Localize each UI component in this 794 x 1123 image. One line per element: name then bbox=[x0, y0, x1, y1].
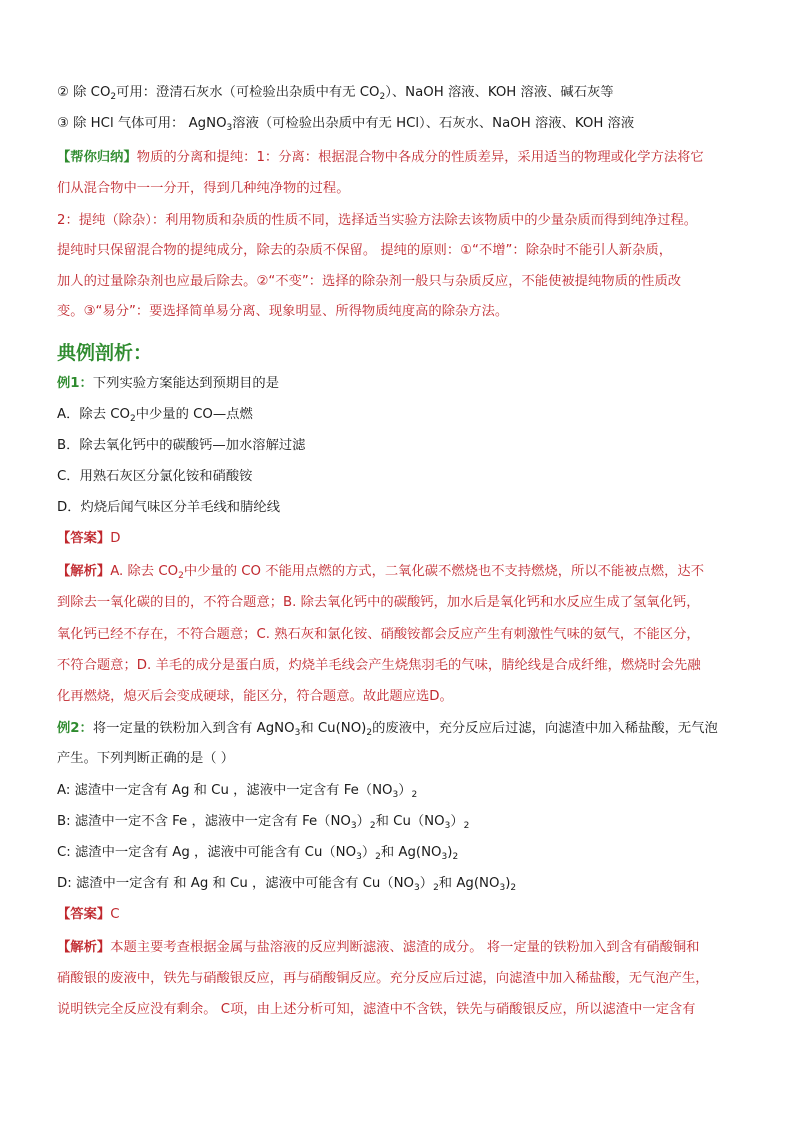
subscript: 3 bbox=[414, 883, 420, 893]
ex2-option-a bbox=[57, 782, 747, 800]
subscript: 2 bbox=[452, 852, 459, 862]
co2-removal-line bbox=[57, 84, 747, 102]
subscript: 3 bbox=[356, 852, 362, 862]
subscript: 2 bbox=[433, 883, 439, 893]
subscript: 2 bbox=[510, 883, 517, 893]
ex2-analysis-line-3: 说明铁完全反应没有剩余。 C项，由上述分析可知，滤渣中不含铁，铁先与硝酸银反应，所以滤渣中一定含有 bbox=[57, 1002, 696, 1017]
answer-value: D bbox=[110, 531, 121, 546]
summary-line-2: 们从混合物中一一分开，得到几种纯净物的过程。 bbox=[57, 181, 350, 196]
text-segment: ） bbox=[398, 783, 412, 798]
hcl-removal-line bbox=[57, 115, 747, 133]
subscript: 2 bbox=[129, 414, 136, 424]
subscript: 3 bbox=[444, 821, 451, 831]
text-segment: 中少量的 CO 不能用点燃的方式，二氧化碳不燃烧也不支持燃烧，所以不能被点燃，达不 bbox=[183, 564, 704, 579]
ex1-analysis-line-4: 不符合题意；D. 羊毛的成分是蛋白质，灼烧羊毛线会产生烧焦羽毛的气味，腈纶线是合成纤维，燃烧时会先融 bbox=[57, 658, 701, 673]
summary-line-4: 提纯时只保留混合物的提纯成分，除去的杂质不保留。 提纯的原则：①“不增”：除杂时不能引人新杂质， bbox=[57, 243, 672, 258]
ex1-option-b: B．除去氧化钙中的碳酸钙—加水溶解过滤 bbox=[57, 438, 306, 453]
text-segment: D: 滤渣中一定含有 和 Ag 和 Cu ，滤液中可能含有 Cu（NO bbox=[57, 876, 415, 891]
analysis-label: 【解析】 bbox=[57, 564, 111, 579]
ex1-analysis-line-5: 化再燃烧，熄灭后会变成硬球，能区分，符合题意。故此题应选D。 bbox=[57, 689, 453, 704]
text-segment: C: 滤渣中一定含有 Ag ，滤液中可能含有 Cu（NO bbox=[57, 845, 357, 860]
text-segment: 下列实验方案能达到预期目的是 bbox=[92, 376, 280, 391]
ex1-option-d: D．灼烧后闻气味区分羊毛线和腈纶线 bbox=[57, 500, 280, 515]
subscript: 2 bbox=[369, 821, 376, 831]
subscript: 2 bbox=[366, 728, 373, 738]
summary-line-3: 2：提纯（除杂）：利用物质和杂质的性质不同，选择适当实验方法除去该物质中的少量杂质而得到纯净过程。 bbox=[57, 213, 698, 228]
text-segment: ) bbox=[505, 876, 511, 891]
ex2-answer bbox=[57, 906, 747, 924]
summary-line-6: 变。③“易分”：要选择简单易分离、现象明显、所得物质纯度高的除杂方法。 bbox=[57, 304, 509, 319]
summary-line-1 bbox=[57, 149, 747, 167]
subscript: 2 bbox=[379, 92, 386, 102]
ex2-analysis-line-1 bbox=[57, 939, 747, 957]
text-segment: ) bbox=[447, 845, 453, 860]
ex2-analysis-line-2: 硝酸银的废液中，铁先与硝酸银反应，再与硝酸铜反应。充分反应后过滤，向滤渣中加入稀盐酸，无气泡产生， bbox=[57, 971, 709, 986]
text-segment: ） bbox=[450, 814, 464, 829]
ex1-analysis-line-3: 氧化钙已经不存在，不符合题意；C. 熟石灰和氯化铵、硝酸铵都会反应产生有刺激性气味的氨气，不能区分， bbox=[57, 627, 700, 642]
subscript: 3 bbox=[392, 790, 399, 800]
ex1-option-a bbox=[57, 406, 747, 424]
text-segment: 和 Ag(NO bbox=[380, 845, 442, 860]
section-title: 典例剖析： bbox=[57, 342, 153, 364]
subscript: 3 bbox=[350, 821, 357, 831]
ex1-analysis-line-2: 到除去一氧化碳的目的，不符合题意；B. 除去氧化钙中的碳酸钙，加水后是氧化钙和水反应生成了氢氧化钙， bbox=[57, 595, 700, 610]
ex2-question-line-1 bbox=[57, 720, 747, 738]
ex2-option-c bbox=[57, 844, 747, 862]
text-segment: 本题主要考查根据金属与盐溶液的反应判断滤液、滤渣的成分。 将一定量的铁粉加入到含有硝酸铜和 bbox=[110, 940, 700, 955]
text-segment: ） bbox=[356, 814, 370, 829]
subscript: 2 bbox=[463, 821, 470, 831]
text-segment: 和 Cu(NO) bbox=[300, 721, 367, 736]
text-segment: 将一定量的铁粉加入到含有 AgNO bbox=[92, 721, 295, 736]
subscript: 3 bbox=[441, 852, 448, 862]
summary-label: 【帮你归纳】 bbox=[57, 150, 137, 165]
subscript: 3 bbox=[226, 123, 233, 133]
text-segment: 物质的分离和提纯：1：分离：根据混合物中各成分的性质差异，采用适当的物理或化学方法将它 bbox=[136, 150, 704, 165]
ex2-option-b bbox=[57, 813, 747, 831]
text-segment: ）、NaOH 溶液、KOH 溶液、碱石灰等 bbox=[385, 85, 614, 100]
answer-label: 【答案】 bbox=[57, 907, 111, 922]
text-segment: 和 Cu（NO bbox=[375, 814, 445, 829]
text-segment: 中少量的 CO—点燃 bbox=[135, 407, 253, 422]
text-segment: A．除去 CO bbox=[57, 407, 130, 422]
text-segment: 溶液（可检验出杂质中有无 HCl）、石灰水、NaOH 溶液、KOH 溶液 bbox=[232, 116, 635, 131]
ex1-question bbox=[57, 375, 747, 393]
ex2-question-line-2: 产生。下列判断正确的是（ ） bbox=[57, 751, 235, 766]
text-segment: ② 除 CO bbox=[57, 85, 111, 100]
text-segment: ） bbox=[419, 876, 434, 891]
text-segment: 和 Ag(NO bbox=[438, 876, 500, 891]
subscript: 2 bbox=[110, 92, 117, 102]
summary-line-5: 加人的过量除杂剂也应最后除去。②“不变”：选择的除杂剂一般只与杂质反应，不能使被提纯物质的性质改 bbox=[57, 274, 682, 289]
text-segment: A: 滤渣中一定含有 Ag 和 Cu ，滤液中一定含有 Fe（NO bbox=[57, 783, 393, 798]
text-segment: A. 除去 CO bbox=[110, 564, 179, 579]
text-segment: ③ 除 HCl 气体可用： AgNO bbox=[57, 116, 227, 131]
subscript: 2 bbox=[178, 571, 184, 581]
ex2-label: 例2： bbox=[57, 721, 93, 736]
text-segment: 可用：澄清石灰水（可检验出杂质中有无 CO bbox=[116, 85, 380, 100]
text-segment: ） bbox=[361, 845, 376, 860]
text-segment: 的废液中，充分反应后过滤，向滤渣中加入稀盐酸，无气泡 bbox=[372, 721, 718, 736]
ex1-option-c: C．用熟石灰区分氯化铵和硝酸铵 bbox=[57, 469, 253, 484]
ex1-label: 例1： bbox=[57, 376, 93, 391]
subscript: 2 bbox=[411, 790, 418, 800]
answer-value: C bbox=[110, 907, 120, 922]
subscript: 3 bbox=[499, 883, 506, 893]
analysis-label: 【解析】 bbox=[57, 940, 111, 955]
ex1-answer bbox=[57, 530, 747, 548]
ex2-option-d bbox=[57, 875, 747, 893]
subscript: 3 bbox=[294, 728, 301, 738]
text-segment: B: 滤渣中一定不含 Fe ，滤液中一定含有 Fe（NO bbox=[57, 814, 351, 829]
subscript: 2 bbox=[375, 852, 381, 862]
answer-label: 【答案】 bbox=[57, 531, 111, 546]
ex1-analysis-line-1 bbox=[57, 563, 747, 581]
